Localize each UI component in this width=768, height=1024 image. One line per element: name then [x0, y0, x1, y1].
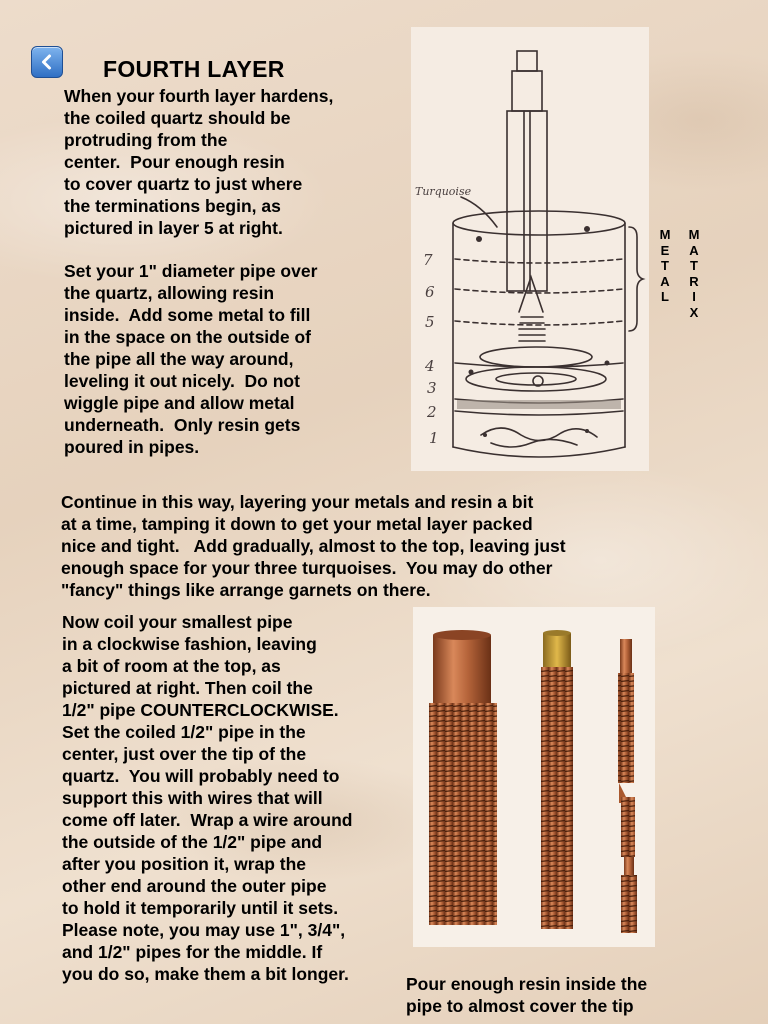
layer-number-4: 4 — [425, 357, 435, 375]
back-button[interactable] — [31, 46, 63, 78]
paragraph-fourth-layer-intro: When your fourth layer hardens, the coiled quartz should be protruding from the center. Pour enough resin to cover quartz to just where the terminations begin, as pictured in layer 5 at right. — [64, 86, 334, 238]
layer-number-2: 2 — [427, 403, 437, 421]
paragraph-coil-pipes: Now coil your smallest pipe in a clockwise fashion, leaving a bit of room at the top, as pictured at right. Then coil the 1/2" pipe COUNTERCLOCKWISE. Set the coiled 1/2" pipe in the center, just over the tip of the quartz. You will probably need to support this with wires that will come off later. Wrap a wire around the outside of the 1/2" pipe and after you position it, wrap the other end around the outer pipe to hold it temporarily until it sets. Please note, you may use 1", 3/4", and 1/2" pipes for the middle. If you do so, make them a bit longer. — [62, 612, 353, 984]
layer-number-5: 5 — [425, 313, 435, 331]
layer-number-3: 3 — [427, 379, 437, 397]
layer-number-7: 7 — [423, 251, 433, 269]
paragraph-pipe-placement: Set your 1" diameter pipe over the quartz, allowing resin inside. Add some metal to fill in the space on the outside of the pipe all the way around, leveling it out nicely. Do not wiggle pipe and allow metal underneath. Only resin gets poured in pipes. — [64, 261, 318, 457]
paragraph-pour-resin: Pour enough resin inside the pipe to almost cover the tip — [406, 974, 648, 1016]
chevron-left-icon — [38, 53, 56, 71]
turquoise-label: Turquoise — [415, 185, 472, 198]
paragraph-continue-layering: Continue in this way, layering your metals and resin a bit at a time, tamping it down to get your metal layer packed nice and tight. Add gradually, almost to the top, leaving just enough space for your three turquoises. You may do other "fancy" things like arrange garnets on there. — [61, 492, 566, 600]
coiled-pipes-photo — [413, 607, 655, 947]
page-title: FOURTH LAYER — [103, 56, 285, 82]
metal-side-label: M E T A L — [659, 227, 671, 304]
layer-number-6: 6 — [425, 283, 435, 301]
matrix-side-label: M A T R I X — [688, 227, 700, 320]
layer-diagram-sketch — [411, 27, 649, 471]
layer-number-1: 1 — [429, 429, 439, 447]
